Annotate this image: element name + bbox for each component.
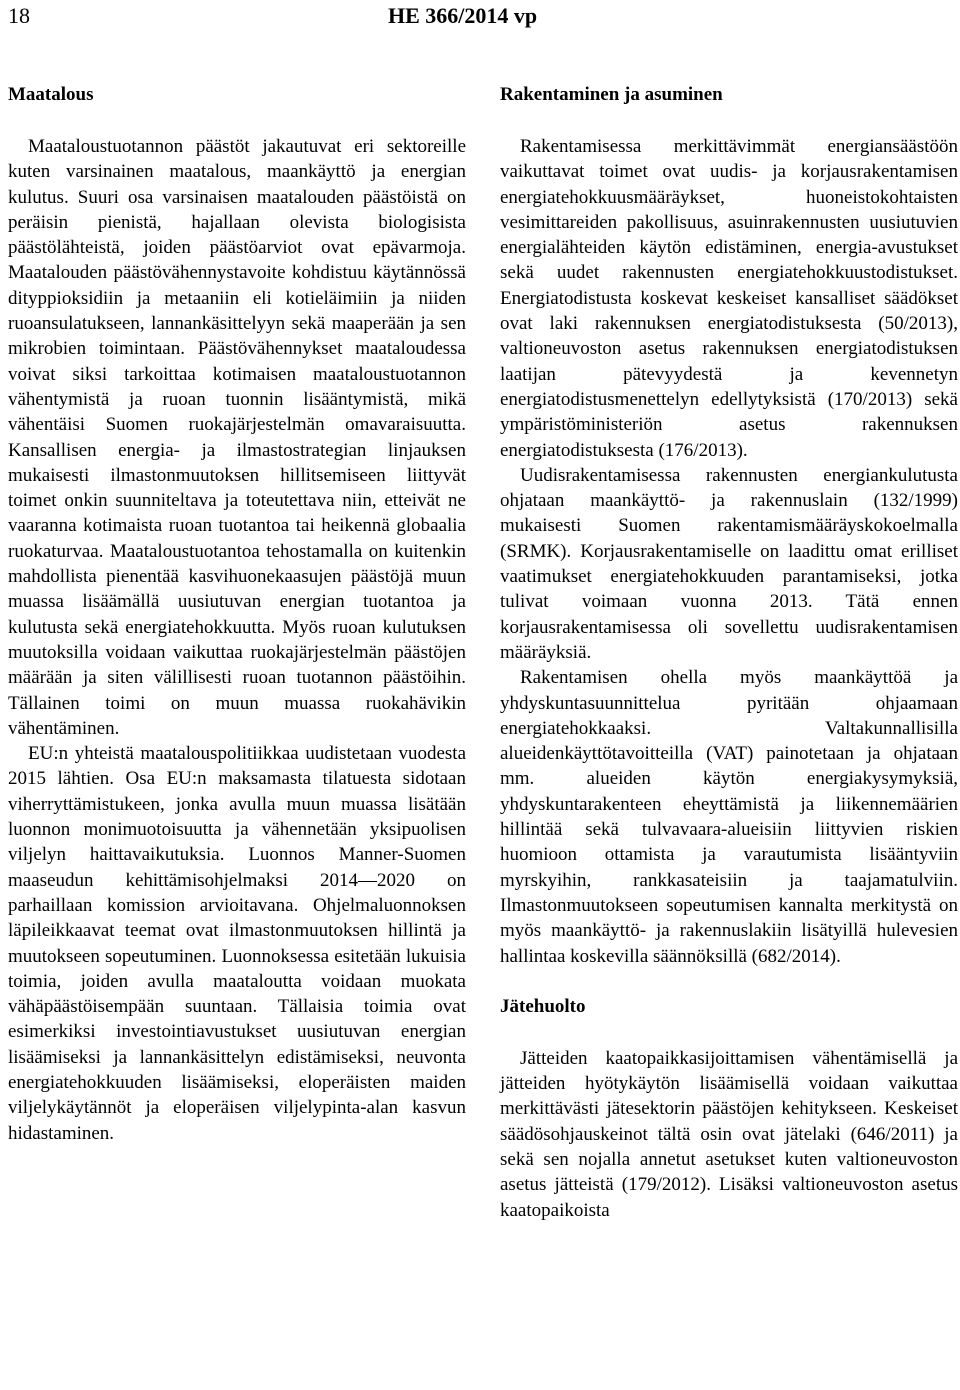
paragraph: EU:n yhteistä maatalouspolitiikkaa uudistetaan vuodesta 2015 lähtien. Osa EU:n maksamasta tilatuesta sidotaan viherryttämistukeen, jonka avulla muun muassa lisätään luonnon monimuotoisuutta ja vähennetään yksipuolisen viljelyn haittavaikutuksia. Luonnos Manner-Suomen maaseudun kehittämisohjelmaksi 2014—2020 on parhaillaan komission arvioitavana. Ohjelmaluonnoksen läpileikkaavat teemat ovat ilmastonmuutoksen hillintä ja muutokseen sopeutuminen. Luonnoksessa esitetään lukuisia toimia, joiden avulla maataloutta voidaan muokata vähäpäästöisempään suuntaan. Tällaisia toimia ovat esimerkiksi investointiavustukset uusiutuvan energian lisäämiseksi ja lannankäsittelyn edistämiseksi, neuvonta energiatehokkuuden lisäämiseksi, eloperäisten maiden viljelykäytännöt ja eloperäisen viljelypinta-alan kasvun hidastaminen. xyxy=(8,743,466,1144)
paragraph: Maataloustuotannon päästöt jakautuvat eri sektoreille kuten varsinainen maatalous, maankäyttö ja energian kulutus. Suuri osa varsinaisen maatalouden päästöistä on peräisin pienistä, hajallaan olevista biologisista päästölähteistä, joiden päästöarviot ovat epävarmoja. Maatalouden päästövähennystavoite kohdistuu käytännössä dityppioksidiin ja metaaniin eli kotieläimiin ja niiden ruoansulatukseen, lannankäsittelyyn sekä maaperään ja sen mikrobien toimintaan. Päästövähennykset maataloudessa voivat siksi tarkoittaa kotimaisen maataloustuotannon vähentymistä ja ruoan tuonnin lisääntymistä, mikä vähentäisi Suomen ruokajärjestelmän omavaraisuutta. Kansallisen energia- ja ilmastostrategian linjauksen mukaisesti ilmastonmuutoksen hillitsemiseen liittyvät toimet onkin suunniteltava ja toteutettava niin, etteivät ne vaaranna kotimaista ruoan tuotantoa tai heikennä globaalia ruokaturvaa. Maataloustuotantoa tehostamalla on kuitenkin mahdollista pienentää kasvihuonekaasujen päästöjä muun muassa lisäämällä uusiutuvan energian tuotantoa ja kulutusta sekä energiatehokkuutta. Myös ruoan kulutuksen muutoksilla voidaan vaikuttaa ruokajärjestelmän päästöjen määrään ja siten välillisesti ruoan tuotannon päästöihin. Tällainen toimi on muun muassa ruokahävikin vähentäminen. xyxy=(8,136,466,739)
paragraph: Rakentamisen ohella myös maankäyttöä ja yhdyskuntasuunnittelua pyritään ohjaamaan energiatehokkaaksi. Valtakunnallisilla alueidenkäyttötavoitteilla (VAT) painotetaan ja ohjataan mm. alueiden käytön energiakysymyksiä, yhdyskuntarakenteen eheyttämistä ja liikennemäärien hillintää sekä tulvavaara-alueisiin liittyvien riskien huomioon ottamista ja varautumista lisääntyviin myrskyihin, rankkasateisiin ja taajamatulviin. Ilmastonmuutokseen sopeutumisen kannalta merkitystä on myös maankäyttö- ja rakennuslakiin lisätyillä hulevesien hallintaa koskevilla säännöksillä (682/2014). xyxy=(500,667,958,967)
page-number: 18 xyxy=(8,3,30,28)
left-column xyxy=(8,83,466,1146)
paragraph: Uudisrakentamisessa rakennusten energiankulutusta ohjataan maankäyttö- ja rakennuslain (132/1999) mukaisesti Suomen rakentamismääräyskokoelmalla (SRMK). Korjausrakentamiselle on laadittu omat erilliset vaatimukset energiatehokkuuden parantamiseksi, jotka tulivat voimaan vuonna 2013. Tätä ennen korjausrakentamisessa oli sovellettu uudisrakentamisen määräyksiä. xyxy=(500,464,958,663)
document-id: HE 366/2014 vp xyxy=(388,3,538,28)
section-heading-rakentaminen: Rakentaminen ja asuminen xyxy=(500,84,723,105)
section-heading-maatalous: Maatalous xyxy=(8,84,94,105)
right-column xyxy=(500,83,958,1223)
paragraph: Jätteiden kaatopaikkasijoittamisen vähentämisellä ja jätteiden hyötykäytön lisäämisellä voidaan vaikuttaa merkittävästi jätesektorin päästöjen kehitykseen. Keskeiset säädösohjauskeinot tältä osin ovat jätelaki (646/2011) ja sekä sen nojalla annetut asetukset kuten valtioneuvoston asetus jätteistä (179/2012). Lisäksi valtioneuvoston asetus kaatopaikoista xyxy=(500,1047,958,1221)
page-header xyxy=(0,0,960,36)
section-heading-jatehuolto: Jätehuolto xyxy=(500,995,586,1017)
paragraph: Rakentamisessa merkittävimmät energiansäästöön vaikuttavat toimet ovat uudis- ja korjausrakentamisen energiatehokkuusmääräykset, huoneistokohtaisten vesimittareiden pakollisuus, asuinrakennusten uusiutuvien energialähteiden käytön edistäminen, energia-avustukset sekä uudet rakennusten energiatehokkuustodistukset. Energiatodistusta koskevat keskeiset kansalliset säädökset ovat laki rakennuksen energiatodistuksesta (50/2013), valtioneuvoston asetus rakennuksen energiatodistuksen laatijan pätevyydestä ja kevennetyn energiatodistusmenettelyn edellytyksistä (170/2013) sekä ympäristöministeriön asetus rakennuksen energiatodistuksesta (176/2013). xyxy=(500,136,958,461)
